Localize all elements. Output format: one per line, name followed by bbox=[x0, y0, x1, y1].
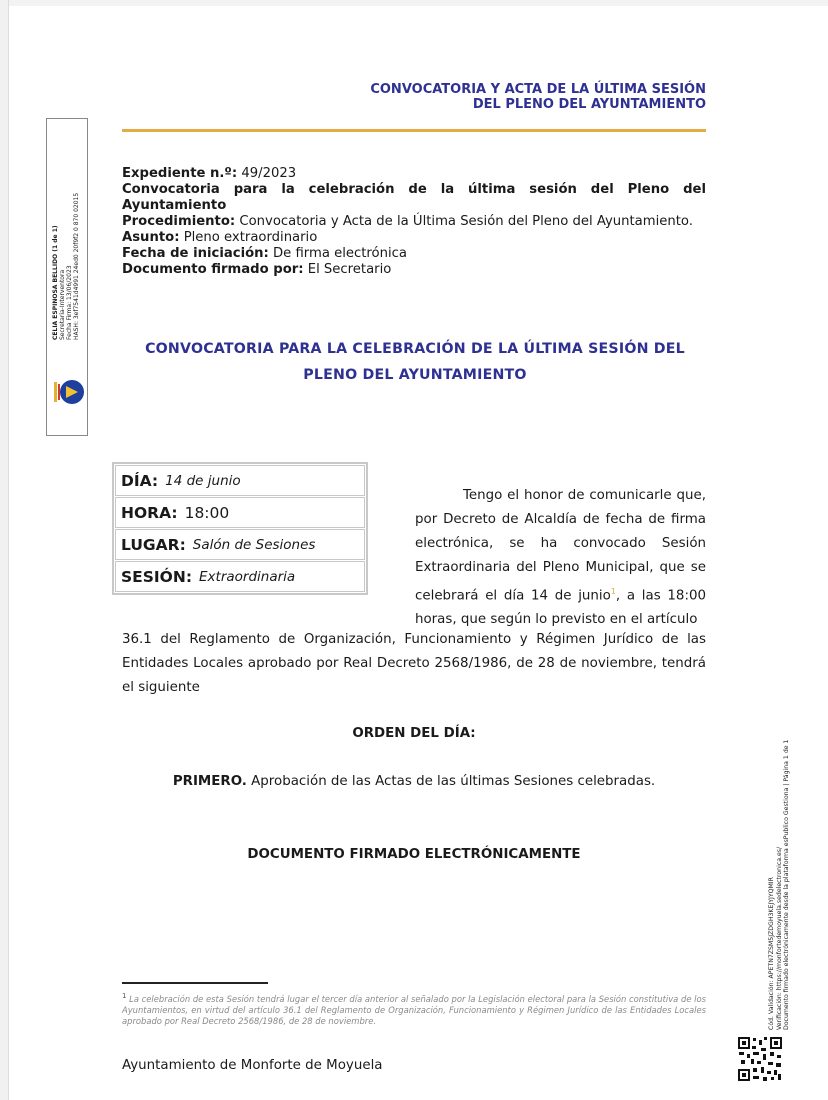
orden-item-primero bbox=[122, 774, 706, 789]
header-divider bbox=[122, 129, 706, 132]
primero-label: PRIMERO. bbox=[172, 774, 247, 789]
dia-value: 14 de junio bbox=[165, 472, 241, 489]
signature-date: Fecha Firma: 13/06/2023 bbox=[66, 265, 73, 340]
seal-icon bbox=[52, 378, 86, 406]
main-title-line2: PLENO DEL AYUNTAMIENTO bbox=[303, 367, 527, 383]
scan-left-edge bbox=[0, 0, 9, 1100]
asunto-row bbox=[122, 230, 706, 246]
footnote bbox=[122, 991, 706, 1027]
info-row-dia bbox=[115, 465, 365, 496]
lugar-value: Salón de Sesiones bbox=[192, 536, 316, 553]
procedimiento-value: Convocatoria y Acta de la Última Sesión del Pleno del Ayuntamiento. bbox=[239, 214, 693, 229]
body-paragraph-top bbox=[415, 484, 706, 632]
orden-del-dia-title: ORDEN DEL DÍA: bbox=[352, 726, 476, 741]
firmado-por-value: El Secretario bbox=[307, 262, 392, 277]
lugar-label: LUGAR: bbox=[121, 535, 186, 554]
hora-value: 18:00 bbox=[184, 503, 230, 522]
signature-signer: CELIA ESPINOSA BELLIDO (1 de 1) bbox=[52, 225, 59, 340]
main-title-line1: CONVOCATORIA PARA LA CELEBRACIÓN DE LA ÚLTIMA SESIÓN DEL bbox=[145, 341, 685, 357]
fecha-label: Fecha de iniciación: bbox=[122, 246, 269, 261]
dia-label: DÍA: bbox=[121, 471, 159, 490]
info-row-hora bbox=[115, 497, 365, 528]
primero-text: Aprobación de las Actas de las últimas Sesiones celebradas. bbox=[246, 774, 656, 789]
expediente-row bbox=[122, 166, 706, 182]
expediente-metadata bbox=[122, 166, 706, 278]
footnote-number: 1 bbox=[122, 992, 127, 1000]
footnote-reference[interactable]: 1 bbox=[610, 587, 616, 596]
firmado-por-row bbox=[122, 262, 706, 278]
validation-note: Documento firmado electrónicamente desde la plataforma esPublico Gestiona | Página 1 de 1 bbox=[783, 739, 790, 1030]
session-info-box bbox=[112, 462, 368, 595]
footnote-text: La celebración de esta Sesión tendrá lugar el tercer día anterior al señalado por la Legislación electoral para la Sesión constitutiva de los Ayuntamientos, en virtud del artículo 36.1 del Reglamento de Organización, Funcionamiento y Régimen Jurídico de las Entidades Locales aprobado por Real Decreto 2568/1986, de 28 de noviembre. bbox=[122, 993, 706, 1026]
asunto-label: Asunto: bbox=[122, 230, 180, 245]
documento-firmado-label: DOCUMENTO FIRMADO ELECTRÓNICAMENTE bbox=[247, 847, 581, 862]
procedimiento-label: Procedimiento: bbox=[122, 214, 236, 229]
signature-role: Secretaria-Interventora bbox=[59, 269, 66, 340]
expediente-value: 49/2023 bbox=[241, 166, 297, 181]
asunto-value: Pleno extraordinario bbox=[183, 230, 318, 245]
sesion-value: Extraordinaria bbox=[199, 568, 296, 585]
header-title bbox=[206, 82, 706, 112]
main-title bbox=[120, 336, 710, 388]
header-title-line1: CONVOCATORIA Y ACTA DE LA ÚLTIMA SESIÓN bbox=[370, 82, 706, 97]
body-paragraph-bottom: 36.1 del Reglamento de Organización, Funcionamiento y Régimen Jurídico de las Entidades Locales aprobado por Real Decreto 2568/1986, de 28 de noviembre, tendrá el siguiente bbox=[122, 632, 706, 695]
sesion-label: SESIÓN: bbox=[121, 567, 193, 586]
validation-text bbox=[768, 670, 791, 1030]
footnote-divider bbox=[122, 982, 268, 984]
header-title-line2: DEL PLENO DEL AYUNTAMIENTO bbox=[472, 97, 706, 112]
signature-hash: HASH: 3ef7541d4991 24ed0 20f9f2 0 870 02015 bbox=[73, 192, 80, 340]
qr-code-icon[interactable] bbox=[737, 1036, 783, 1082]
fecha-value: De firma electrónica bbox=[273, 246, 407, 261]
expediente-label: Expediente n.º: bbox=[122, 166, 238, 181]
hora-label: HORA: bbox=[121, 503, 178, 522]
fecha-row bbox=[122, 246, 706, 262]
footer-municipality: Ayuntamiento de Monforte de Moyuela bbox=[122, 1058, 383, 1073]
info-row-lugar bbox=[115, 529, 365, 560]
scan-top-edge bbox=[0, 0, 828, 6]
body-text-part2: , a las 18:00 horas, que según lo previsto en el artículo bbox=[415, 588, 706, 628]
validation-code: Cód. Validación: APETN7ZSM5JZDGH3KEJYJYQMIR bbox=[768, 877, 775, 1030]
body-text-part1: Tengo el honor de comunicarle que, por Decreto de Alcaldía de fecha de firma electrónica, se ha convocado Sesión Extraordinaria del Pleno Municipal, que se celebrará el día 14 de junio bbox=[415, 488, 706, 604]
firmado-por-label: Documento firmado por: bbox=[122, 262, 304, 277]
validation-url[interactable]: Verificación: https://monfortedemoyuela.sedelectronica.es/ bbox=[775, 846, 783, 1030]
info-row-sesion bbox=[115, 561, 365, 592]
convocatoria-text: Convocatoria para la celebración de la última sesión del Pleno del Ayuntamiento bbox=[122, 182, 706, 213]
signature-text bbox=[52, 40, 80, 340]
procedimiento-row bbox=[122, 214, 706, 230]
